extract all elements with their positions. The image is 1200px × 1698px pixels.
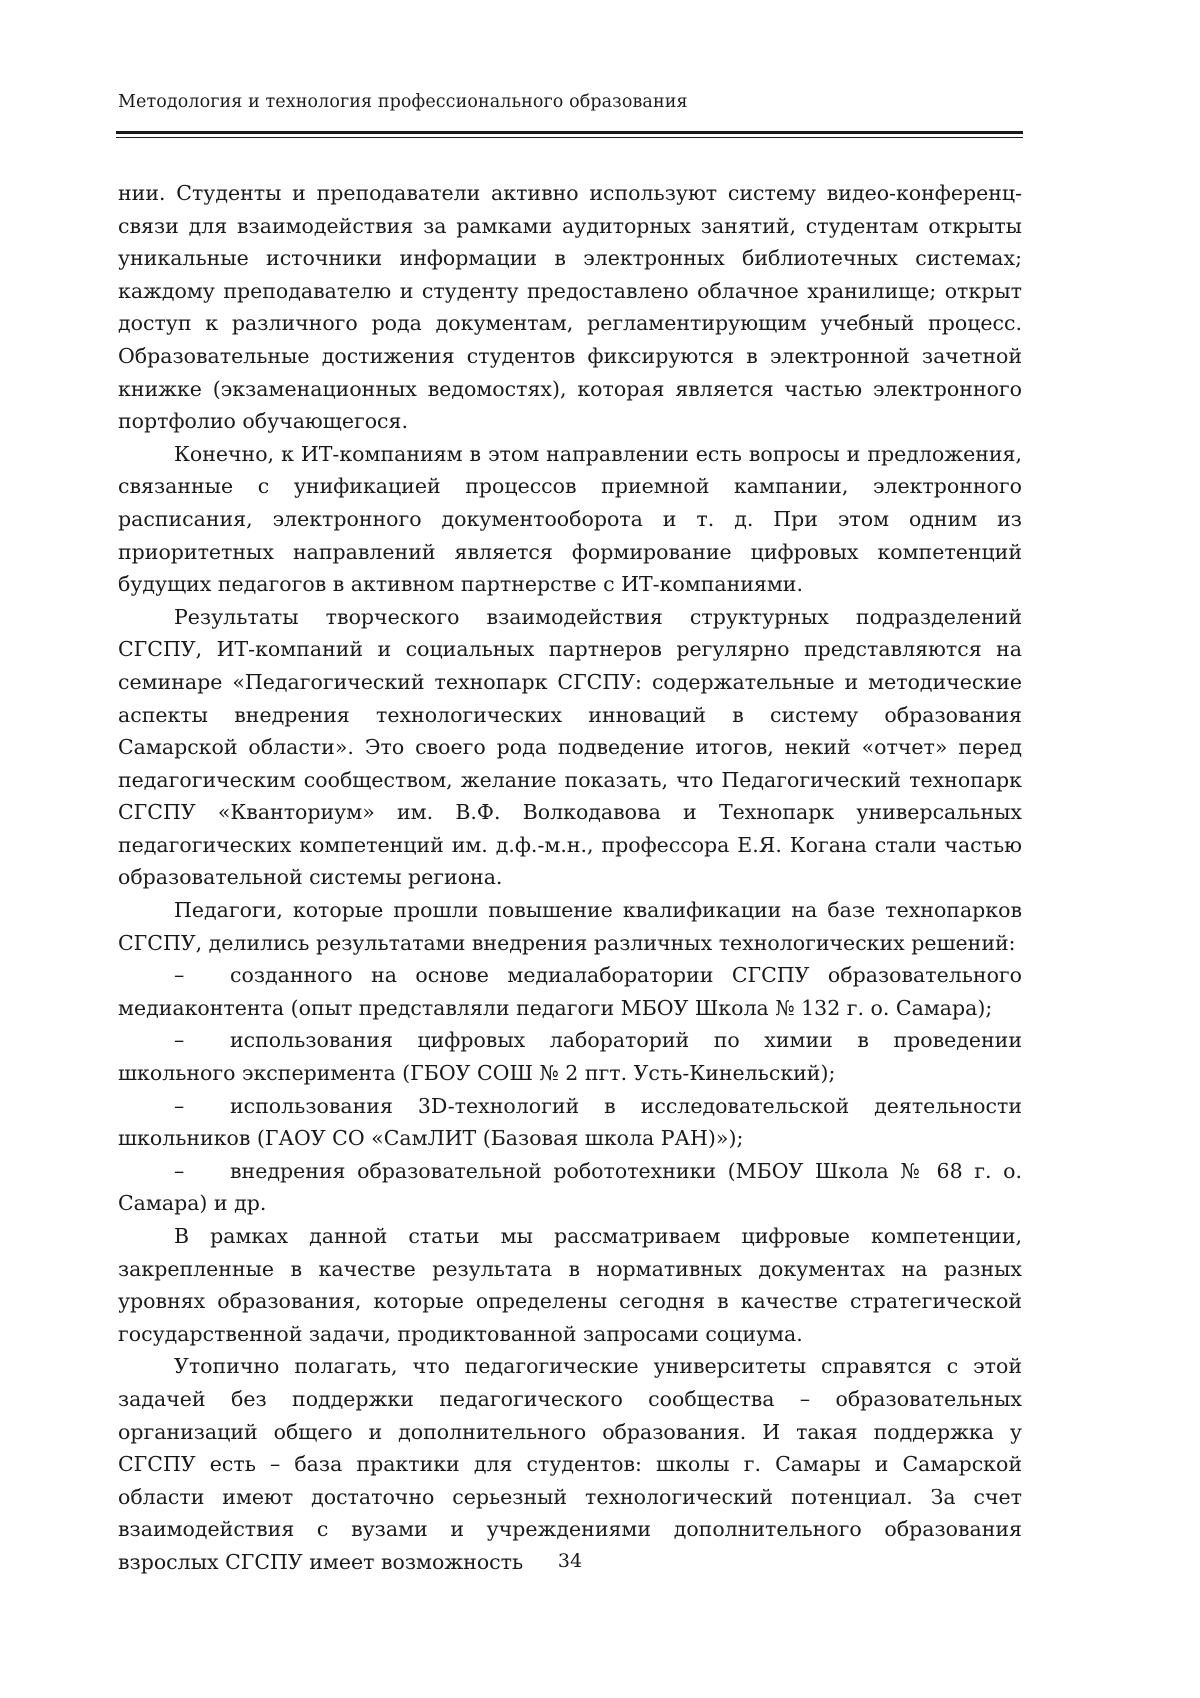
list-item-text: использования цифровых лабораторий по химии в проведении школьного эксперимента (ГБОУ СОШ № 2 пгт. Усть-Кинельский); — [118, 1028, 1022, 1086]
dash-marker: – — [174, 963, 185, 988]
paragraph-4: Педагоги, которые прошли повышение квалификации на базе технопарков СГСПУ, делились результатами внедрения различных технологических решений: — [118, 898, 1022, 955]
paragraph-6: Утопично полагать, что педагогические университеты справятся с этой задачей без поддержки педагогического сообщества – образовательных организаций общего и дополнительного образования. И такая поддержка у СГСПУ есть – база практики для студентов: школы г. Самары и Самарской области имеют достаточно серьезный технологический потенциал. За счет взаимодействия с вузами и учреждениями дополнительного образования взрослых СГСПУ имеет возможность — [118, 1354, 1022, 1574]
header-rule-thick — [116, 131, 1023, 134]
list-item — [118, 959, 1022, 1024]
dash-marker: – — [174, 1158, 185, 1183]
paragraph-3: Результаты творческого взаимодействия структурных подразделений СГСПУ, ИТ-компаний и социальных партнеров регулярно представляются на семинаре «Педагогический технопарк СГСПУ: содержательные и методические аспекты внедрения технологических инноваций в систему образования Самарской области». Это своего рода подведение итогов, некий «отчет» перед педагогическим сообществом, желание показать, что Педагогический технопарк СГСПУ «Кванториум» им. В.Ф. Волкодавова и Технопарк универсальных педагогических компетенций им. д.ф.-м.н., профессора Е.Я. Когана стали частью образовательной системы региона. — [118, 604, 1022, 890]
list-item — [118, 1090, 1022, 1155]
paragraph-2: Конечно, к ИТ-компаниям в этом направлении есть вопросы и предложения, связанные с унификацией процессов приемной кампании, электронного расписания, электронного документооборота и т. д. При этом одним из приоритетных направлений является формирование цифровых компетенций будущих педагогов в активном партнерстве с ИТ-компаниями. — [118, 441, 1022, 597]
list-item-text: использования 3D-технологий в исследовательской деятельности школьников (ГАОУ СО «СамЛИТ (Базовая школа РАН)»); — [118, 1093, 1022, 1151]
paragraph-5: В рамках данной статьи мы рассматриваем цифровые компетенции, закрепленные в качестве результата в нормативных документах на разных уровнях образования, которые определены сегодня в качестве стратегической государственной задачи, продиктованной запросами социума. — [118, 1224, 1022, 1346]
header-rule-thin — [116, 137, 1023, 138]
dash-marker: – — [174, 1028, 185, 1053]
list-item — [118, 1155, 1022, 1220]
running-header: Методология и технология профессионального образования — [118, 92, 688, 112]
dash-marker: – — [174, 1093, 185, 1118]
list-item-text: созданного на основе медиалаборатории СГСПУ образовательного медиаконтента (опыт представляли педагоги МБОУ Школа № 132 г. о. Самара); — [118, 963, 1022, 1020]
list-item-text: внедрения образовательной робототехники (МБОУ Школа № 68 г. о. Самара) и др. — [118, 1158, 1022, 1216]
article-body — [118, 177, 1022, 1579]
page-number: 34 — [557, 1550, 583, 1572]
paragraph-1: нии. Студенты и преподаватели активно используют систему видео-конференц-связи для взаимодействия за рамками аудиторных занятий, студентам открыты уникальные источники информации в электронных библиотечных системах; каждому преподавателю и студенту предоставлено облачное хранилище; открыт доступ к различного рода документам, регламентирующим учебный процесс. Образовательные достижения студентов фиксируются в электронной зачетной книжке (экзаменационных ведомостях), которая является частью электронного портфолио обучающегося. — [118, 181, 1022, 434]
list-item — [118, 1024, 1022, 1089]
